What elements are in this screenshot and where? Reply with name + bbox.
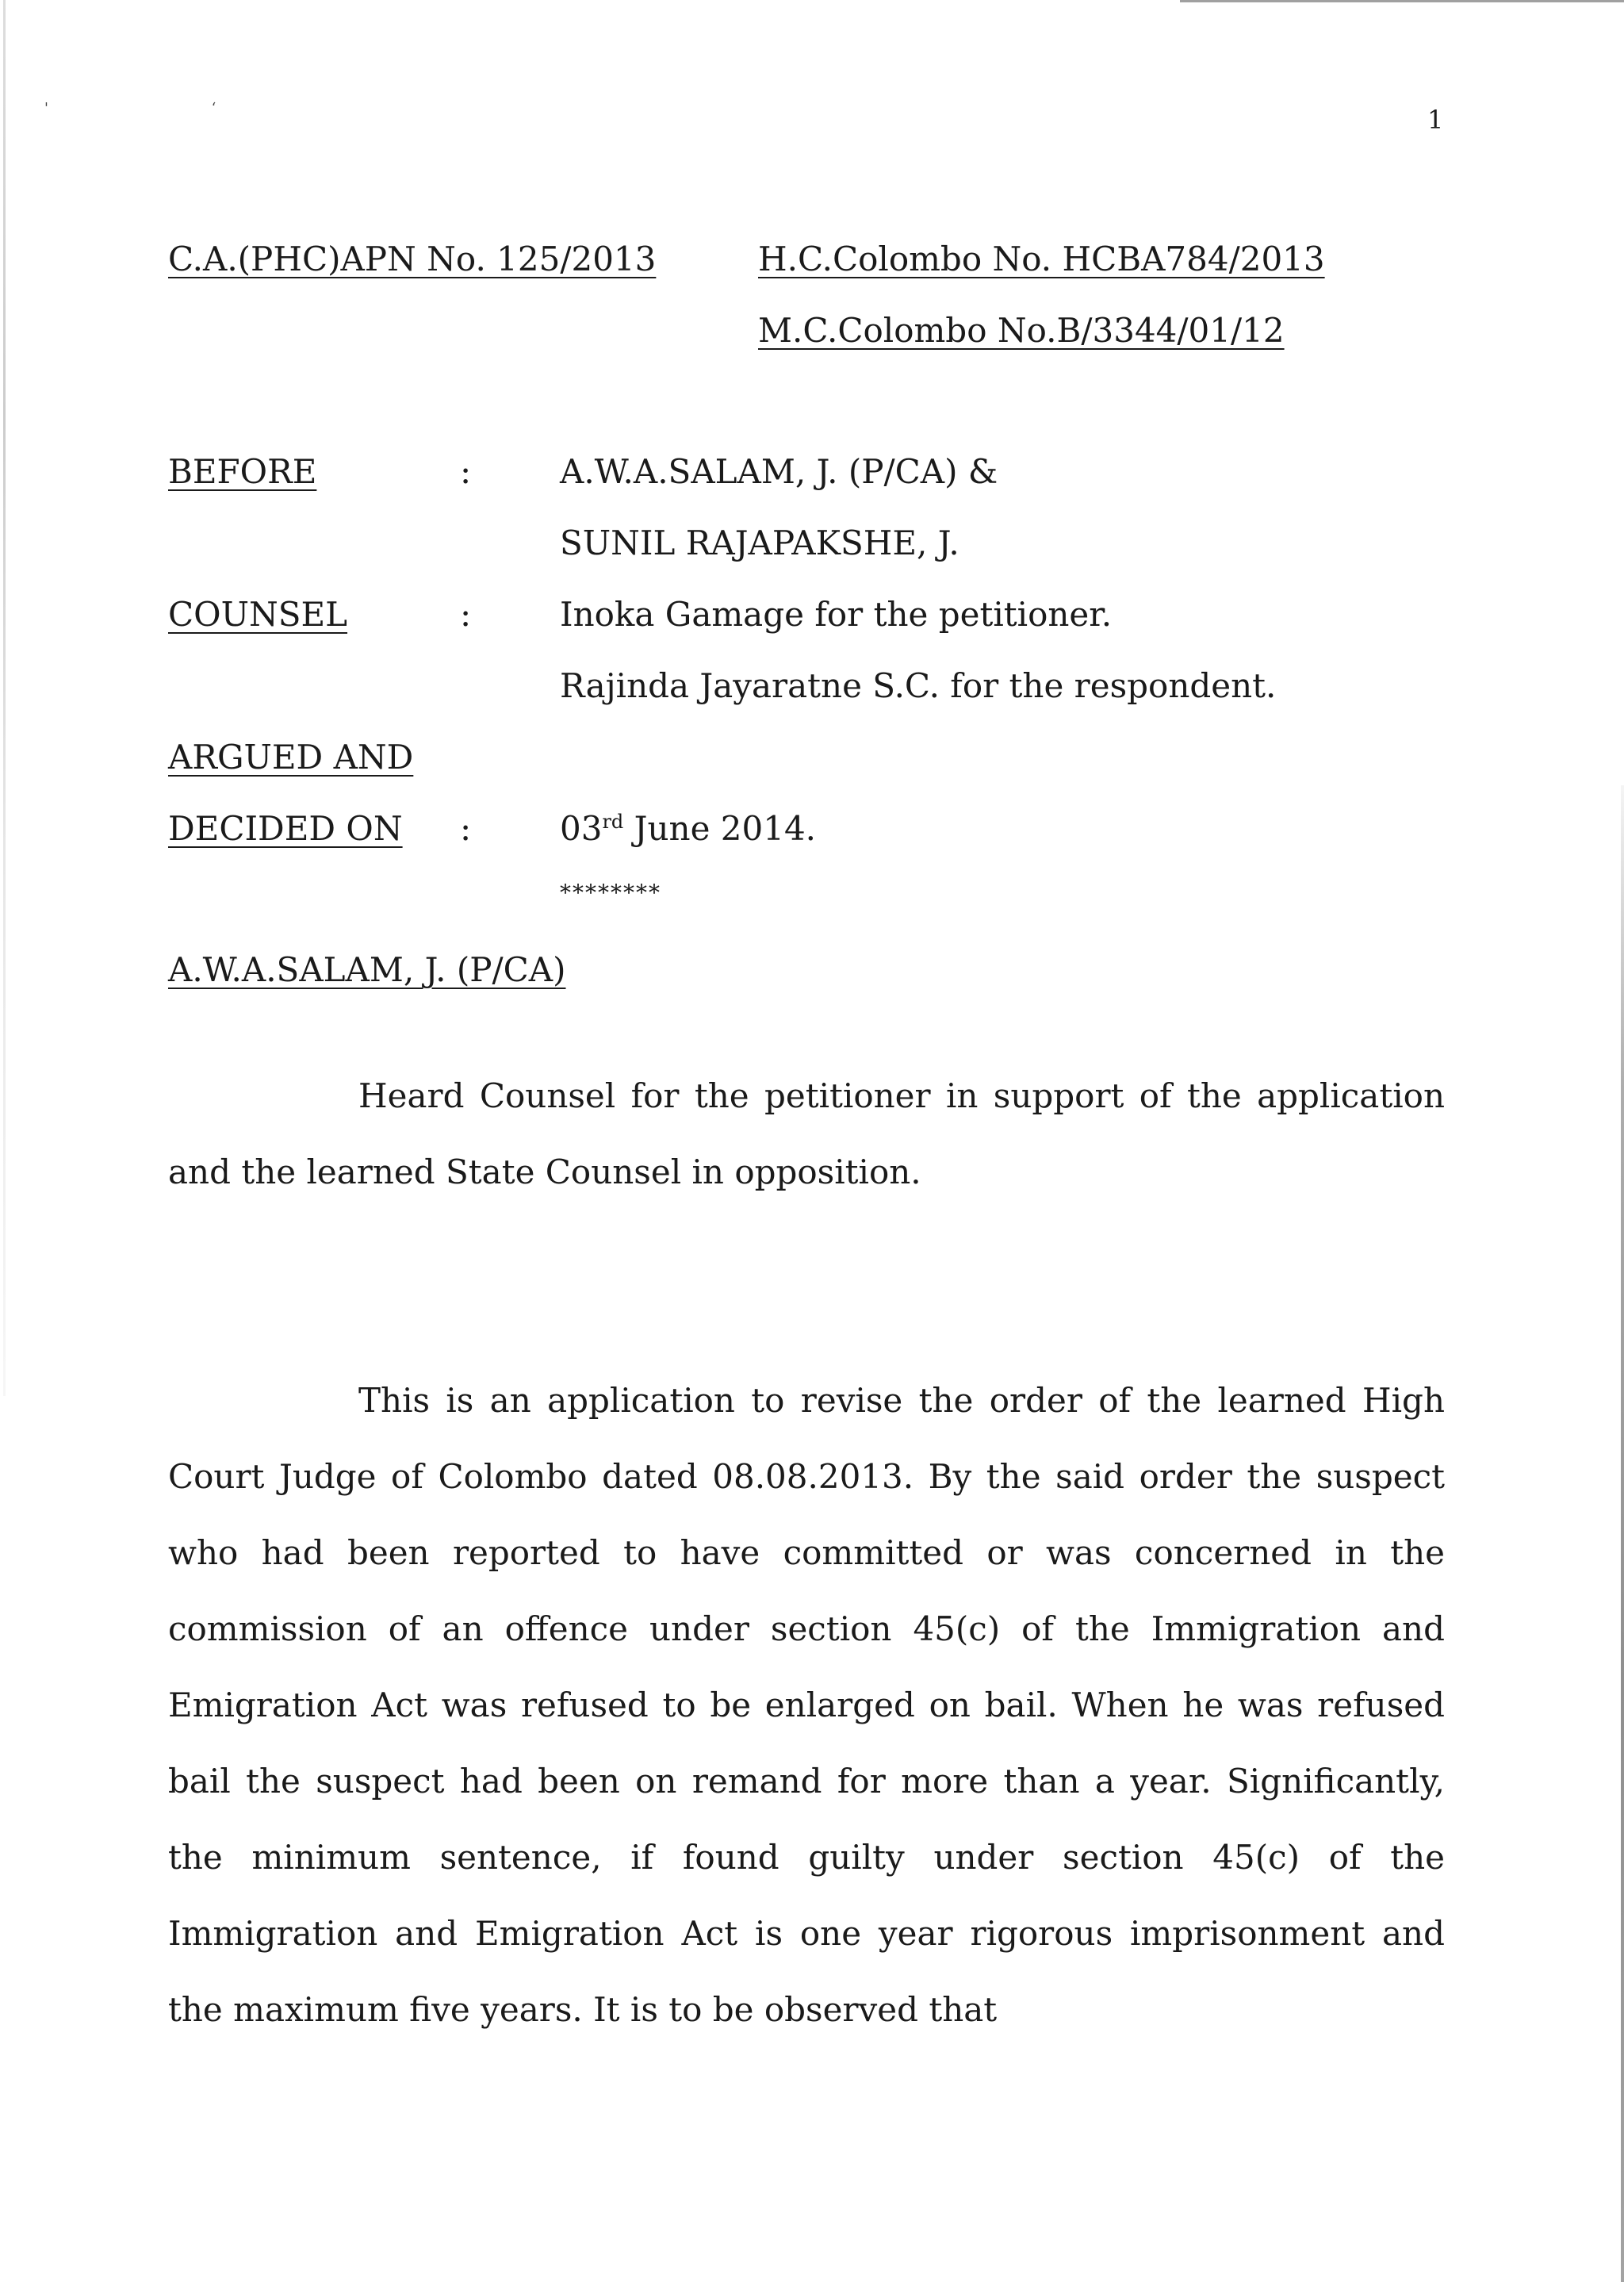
date-day: 03	[560, 809, 603, 848]
separator: ********	[560, 880, 661, 906]
judge-1: A.W.A.SALAM, J. (P/CA) &	[560, 452, 998, 491]
scan-edge-left	[3, 0, 6, 1396]
date-month-year: June 2014.	[623, 809, 817, 848]
paragraph-1	[168, 1058, 1445, 1210]
counsel-colon: :	[460, 595, 472, 634]
paragraph-1-text: Heard Counsel for the petitioner in support of the application and the learned State Counsel in opposition.	[168, 1076, 1445, 1191]
decided-date	[560, 809, 817, 848]
date-ordinal: rd	[602, 811, 624, 833]
counsel-respondent: Rajinda Jayaratne S.C. for the respondent.	[560, 666, 1277, 705]
judge-2: SUNIL RAJAPAKSHE, J.	[560, 524, 959, 562]
argued-label: ARGUED AND	[168, 738, 414, 777]
ca-case-number: C.A.(PHC)APN No. 125/2013	[168, 240, 657, 278]
paragraph-2	[168, 1363, 1445, 2048]
decided-label: DECIDED ON	[168, 809, 403, 848]
mc-case-number: M.C.Colombo No.B/3344/01/12	[758, 311, 1285, 350]
scan-specks: ' ‘	[44, 100, 296, 117]
judgment-author: A.W.A.SALAM, J. (P/CA)	[168, 950, 566, 989]
before-label: BEFORE	[168, 452, 317, 491]
counsel-label: COUNSEL	[168, 595, 348, 634]
scan-edge-top	[1180, 0, 1624, 2]
counsel-petitioner: Inoka Gamage for the petitioner.	[560, 595, 1113, 634]
page-number: 1	[1427, 105, 1444, 135]
hc-case-number: H.C.Colombo No. HCBA784/2013	[758, 240, 1325, 278]
scan-edge-right	[1621, 785, 1624, 2282]
decided-colon: :	[460, 809, 472, 848]
paragraph-2-text: This is an application to revise the order of the learned High Court Judge of Colombo dated 08.08.2013. By the said order the suspect who had been reported to have committed or was concerned in the commission of an offence under section 45(c) of the Immigration and Emigration Act was refused to be enlarged on bail. When he was refused bail the suspect had been on remand for more than a year. Significantly, the minimum sentence, if found guilty under section 45(c) of the Immigration and Emigration Act is one year rigorous imprisonment and the maximum five years. It is to be observed that	[168, 1381, 1445, 2029]
before-colon: :	[460, 452, 472, 491]
